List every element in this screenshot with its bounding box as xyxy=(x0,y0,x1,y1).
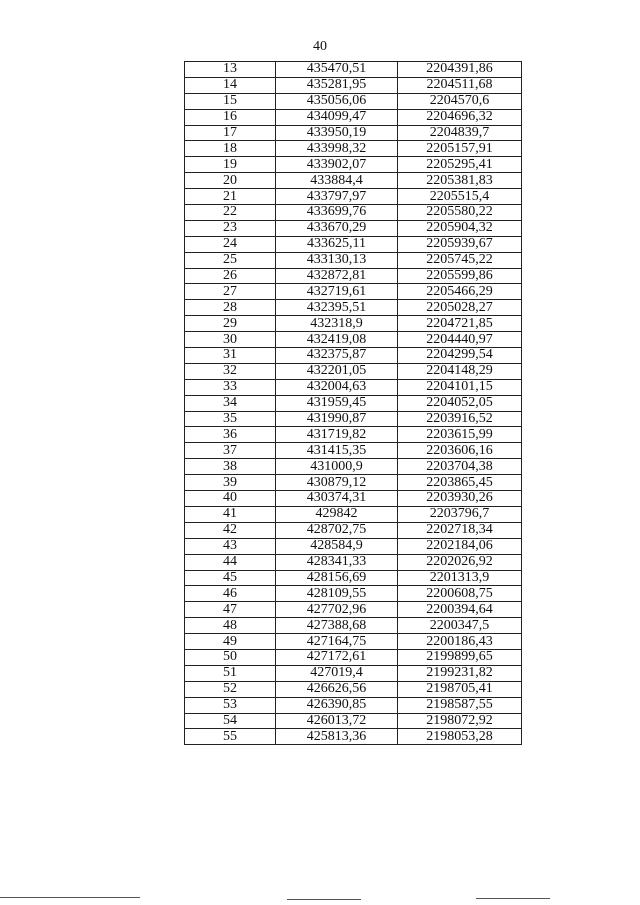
point-number-cell: 27 xyxy=(185,284,276,300)
table-row xyxy=(185,284,522,300)
table-row xyxy=(185,634,522,650)
x-coordinate-cell: 427164,75 xyxy=(276,634,398,650)
y-coordinate-cell: 2203606,16 xyxy=(398,443,522,459)
x-coordinate-cell: 430879,12 xyxy=(276,475,398,491)
point-number-cell: 21 xyxy=(185,189,276,205)
y-coordinate-cell: 2204839,7 xyxy=(398,125,522,141)
x-coordinate-cell: 427702,96 xyxy=(276,602,398,618)
table-row xyxy=(185,570,522,586)
x-coordinate-cell: 434099,47 xyxy=(276,109,398,125)
y-coordinate-cell: 2204721,85 xyxy=(398,316,522,332)
coordinates-table-body xyxy=(185,62,522,745)
y-coordinate-cell: 2204440,97 xyxy=(398,332,522,348)
scan-artifact-line xyxy=(0,897,140,898)
point-number-cell: 24 xyxy=(185,236,276,252)
table-row xyxy=(185,363,522,379)
point-number-cell: 32 xyxy=(185,363,276,379)
table-row xyxy=(185,316,522,332)
table-row xyxy=(185,379,522,395)
x-coordinate-cell: 426626,56 xyxy=(276,681,398,697)
point-number-cell: 37 xyxy=(185,443,276,459)
table-row xyxy=(185,220,522,236)
y-coordinate-cell: 2205580,22 xyxy=(398,205,522,221)
x-coordinate-cell: 433670,29 xyxy=(276,220,398,236)
x-coordinate-cell: 432201,05 xyxy=(276,363,398,379)
y-coordinate-cell: 2204696,32 xyxy=(398,109,522,125)
table-row xyxy=(185,189,522,205)
table-row xyxy=(185,93,522,109)
point-number-cell: 17 xyxy=(185,125,276,141)
y-coordinate-cell: 2200347,5 xyxy=(398,618,522,634)
y-coordinate-cell: 2198705,41 xyxy=(398,681,522,697)
table-row xyxy=(185,459,522,475)
y-coordinate-cell: 2204052,05 xyxy=(398,395,522,411)
point-number-cell: 47 xyxy=(185,602,276,618)
point-number-cell: 42 xyxy=(185,522,276,538)
x-coordinate-cell: 431000,9 xyxy=(276,459,398,475)
table-row xyxy=(185,522,522,538)
point-number-cell: 25 xyxy=(185,252,276,268)
x-coordinate-cell: 433950,19 xyxy=(276,125,398,141)
point-number-cell: 20 xyxy=(185,173,276,189)
x-coordinate-cell: 431415,35 xyxy=(276,443,398,459)
point-number-cell: 54 xyxy=(185,713,276,729)
y-coordinate-cell: 2205515,4 xyxy=(398,189,522,205)
point-number-cell: 52 xyxy=(185,681,276,697)
x-coordinate-cell: 427019,4 xyxy=(276,665,398,681)
point-number-cell: 18 xyxy=(185,141,276,157)
y-coordinate-cell: 2205295,41 xyxy=(398,157,522,173)
table-row xyxy=(185,109,522,125)
y-coordinate-cell: 2200394,64 xyxy=(398,602,522,618)
y-coordinate-cell: 2205904,32 xyxy=(398,220,522,236)
x-coordinate-cell: 428584,9 xyxy=(276,538,398,554)
x-coordinate-cell: 432004,63 xyxy=(276,379,398,395)
scan-artifact-line xyxy=(476,898,550,899)
y-coordinate-cell: 2203704,38 xyxy=(398,459,522,475)
x-coordinate-cell: 426013,72 xyxy=(276,713,398,729)
table-row xyxy=(185,62,522,78)
y-coordinate-cell: 2200186,43 xyxy=(398,634,522,650)
point-number-cell: 36 xyxy=(185,427,276,443)
x-coordinate-cell: 428702,75 xyxy=(276,522,398,538)
table-row xyxy=(185,729,522,745)
point-number-cell: 38 xyxy=(185,459,276,475)
table-row xyxy=(185,665,522,681)
point-number-cell: 43 xyxy=(185,538,276,554)
y-coordinate-cell: 2198072,92 xyxy=(398,713,522,729)
table-row xyxy=(185,300,522,316)
table-row xyxy=(185,491,522,507)
x-coordinate-cell: 433625,11 xyxy=(276,236,398,252)
table-row xyxy=(185,554,522,570)
table-row xyxy=(185,618,522,634)
point-number-cell: 44 xyxy=(185,554,276,570)
page-number: 40 xyxy=(313,39,327,54)
table-row xyxy=(185,157,522,173)
table-row xyxy=(185,411,522,427)
table-row xyxy=(185,602,522,618)
y-coordinate-cell: 2205745,22 xyxy=(398,252,522,268)
table-row xyxy=(185,427,522,443)
y-coordinate-cell: 2204511,68 xyxy=(398,77,522,93)
point-number-cell: 30 xyxy=(185,332,276,348)
x-coordinate-cell: 428109,55 xyxy=(276,586,398,602)
table-row xyxy=(185,713,522,729)
point-number-cell: 15 xyxy=(185,93,276,109)
point-number-cell: 28 xyxy=(185,300,276,316)
table-row xyxy=(185,475,522,491)
y-coordinate-cell: 2203615,99 xyxy=(398,427,522,443)
y-coordinate-cell: 2199231,82 xyxy=(398,665,522,681)
y-coordinate-cell: 2205381,83 xyxy=(398,173,522,189)
y-coordinate-cell: 2204391,86 xyxy=(398,62,522,78)
y-coordinate-cell: 2202718,34 xyxy=(398,522,522,538)
point-number-cell: 14 xyxy=(185,77,276,93)
point-number-cell: 26 xyxy=(185,268,276,284)
x-coordinate-cell: 427172,61 xyxy=(276,649,398,665)
point-number-cell: 34 xyxy=(185,395,276,411)
point-number-cell: 16 xyxy=(185,109,276,125)
point-number-cell: 51 xyxy=(185,665,276,681)
coordinates-table xyxy=(184,61,522,745)
y-coordinate-cell: 2200608,75 xyxy=(398,586,522,602)
table-row xyxy=(185,538,522,554)
y-coordinate-cell: 2201313,9 xyxy=(398,570,522,586)
y-coordinate-cell: 2198587,55 xyxy=(398,697,522,713)
x-coordinate-cell: 427388,68 xyxy=(276,618,398,634)
table-row xyxy=(185,697,522,713)
x-coordinate-cell: 431990,87 xyxy=(276,411,398,427)
x-coordinate-cell: 426390,85 xyxy=(276,697,398,713)
x-coordinate-cell: 433902,07 xyxy=(276,157,398,173)
scan-artifact-line xyxy=(287,899,361,900)
y-coordinate-cell: 2204148,29 xyxy=(398,363,522,379)
table-row xyxy=(185,586,522,602)
point-number-cell: 29 xyxy=(185,316,276,332)
x-coordinate-cell: 425813,36 xyxy=(276,729,398,745)
x-coordinate-cell: 435281,95 xyxy=(276,77,398,93)
y-coordinate-cell: 2205599,86 xyxy=(398,268,522,284)
point-number-cell: 22 xyxy=(185,205,276,221)
y-coordinate-cell: 2205466,29 xyxy=(398,284,522,300)
y-coordinate-cell: 2202026,92 xyxy=(398,554,522,570)
point-number-cell: 40 xyxy=(185,491,276,507)
y-coordinate-cell: 2203865,45 xyxy=(398,475,522,491)
point-number-cell: 13 xyxy=(185,62,276,78)
table-row xyxy=(185,506,522,522)
table-row xyxy=(185,125,522,141)
point-number-cell: 41 xyxy=(185,506,276,522)
table-row xyxy=(185,173,522,189)
point-number-cell: 39 xyxy=(185,475,276,491)
x-coordinate-cell: 429842 xyxy=(276,506,398,522)
x-coordinate-cell: 432719,61 xyxy=(276,284,398,300)
table-row xyxy=(185,443,522,459)
point-number-cell: 23 xyxy=(185,220,276,236)
y-coordinate-cell: 2198053,28 xyxy=(398,729,522,745)
point-number-cell: 55 xyxy=(185,729,276,745)
table-row xyxy=(185,252,522,268)
x-coordinate-cell: 433884,4 xyxy=(276,173,398,189)
table-row xyxy=(185,348,522,364)
table-row xyxy=(185,77,522,93)
x-coordinate-cell: 433130,13 xyxy=(276,252,398,268)
point-number-cell: 35 xyxy=(185,411,276,427)
table-row xyxy=(185,395,522,411)
point-number-cell: 46 xyxy=(185,586,276,602)
x-coordinate-cell: 431719,82 xyxy=(276,427,398,443)
point-number-cell: 53 xyxy=(185,697,276,713)
x-coordinate-cell: 428341,33 xyxy=(276,554,398,570)
x-coordinate-cell: 432318,9 xyxy=(276,316,398,332)
x-coordinate-cell: 432395,51 xyxy=(276,300,398,316)
y-coordinate-cell: 2199899,65 xyxy=(398,649,522,665)
point-number-cell: 49 xyxy=(185,634,276,650)
point-number-cell: 48 xyxy=(185,618,276,634)
x-coordinate-cell: 430374,31 xyxy=(276,491,398,507)
y-coordinate-cell: 2203916,52 xyxy=(398,411,522,427)
y-coordinate-cell: 2204299,54 xyxy=(398,348,522,364)
x-coordinate-cell: 432872,81 xyxy=(276,268,398,284)
x-coordinate-cell: 435470,51 xyxy=(276,62,398,78)
point-number-cell: 50 xyxy=(185,649,276,665)
x-coordinate-cell: 432419,08 xyxy=(276,332,398,348)
x-coordinate-cell: 433797,97 xyxy=(276,189,398,205)
x-coordinate-cell: 433699,76 xyxy=(276,205,398,221)
y-coordinate-cell: 2202184,06 xyxy=(398,538,522,554)
y-coordinate-cell: 2205157,91 xyxy=(398,141,522,157)
point-number-cell: 31 xyxy=(185,348,276,364)
y-coordinate-cell: 2205939,67 xyxy=(398,236,522,252)
point-number-cell: 45 xyxy=(185,570,276,586)
x-coordinate-cell: 435056,06 xyxy=(276,93,398,109)
y-coordinate-cell: 2203796,7 xyxy=(398,506,522,522)
table-row xyxy=(185,236,522,252)
y-coordinate-cell: 2204101,15 xyxy=(398,379,522,395)
table-row xyxy=(185,332,522,348)
y-coordinate-cell: 2203930,26 xyxy=(398,491,522,507)
table-row xyxy=(185,649,522,665)
y-coordinate-cell: 2205028,27 xyxy=(398,300,522,316)
point-number-cell: 19 xyxy=(185,157,276,173)
x-coordinate-cell: 432375,87 xyxy=(276,348,398,364)
table-row xyxy=(185,141,522,157)
table-row xyxy=(185,681,522,697)
table-row xyxy=(185,268,522,284)
table-row xyxy=(185,205,522,221)
point-number-cell: 33 xyxy=(185,379,276,395)
x-coordinate-cell: 428156,69 xyxy=(276,570,398,586)
x-coordinate-cell: 431959,45 xyxy=(276,395,398,411)
y-coordinate-cell: 2204570,6 xyxy=(398,93,522,109)
x-coordinate-cell: 433998,32 xyxy=(276,141,398,157)
